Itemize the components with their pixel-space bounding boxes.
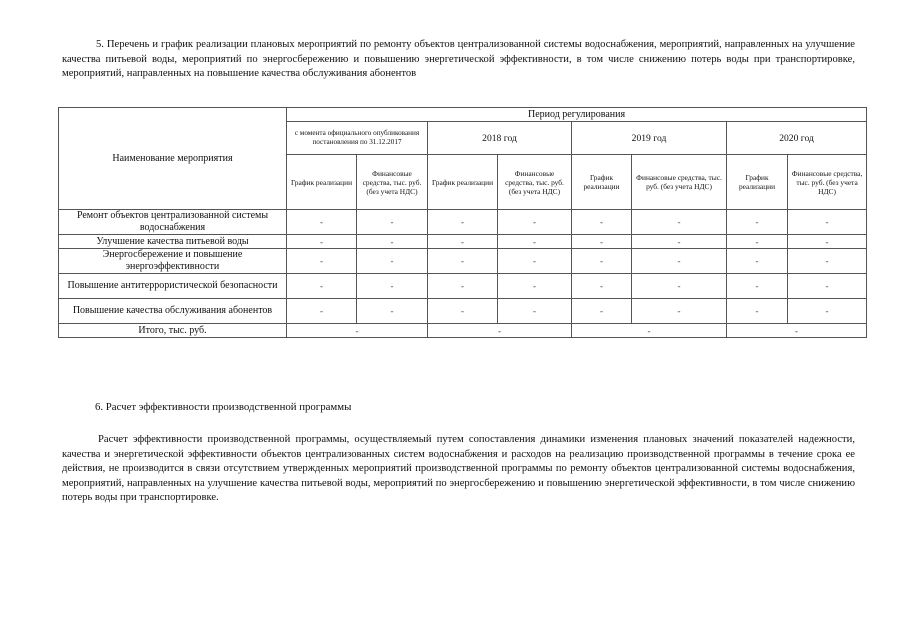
- table-cell: -: [727, 249, 788, 274]
- table-cell: -: [572, 274, 632, 299]
- table-row: [59, 210, 867, 235]
- table-cell: -: [357, 210, 428, 235]
- table-cell: -: [632, 249, 727, 274]
- table-cell: -: [727, 299, 788, 324]
- section5-intro: 5. Перечень и график реализации плановых мероприятий по ремонту объектов централизованной системы водоснабжения, мероприятий, направленных на улучшение качества питьевой воды, мероприятий по энергосбережению и повышению энергетической эффективности, в том числе снижению потерь воды при транспортировке, мероприятий, направленных на повышение качества обслуживания абонентов: [62, 39, 855, 80]
- table-cell: -: [788, 235, 867, 249]
- period-header: Период регулирования: [287, 108, 867, 122]
- table-cell: -: [632, 210, 727, 235]
- table-cell: -: [572, 249, 632, 274]
- table-row: [59, 274, 867, 299]
- table-cell: -: [788, 249, 867, 274]
- table-cell: -: [727, 274, 788, 299]
- row-label: Энергосбережение и повышение энергоэффективности: [59, 249, 287, 274]
- activities-table: [58, 107, 867, 338]
- table-cell: -: [498, 299, 572, 324]
- table-cell: -: [727, 210, 788, 235]
- table-total-row: [59, 324, 867, 338]
- table-cell: -: [428, 235, 498, 249]
- table-cell: -: [357, 235, 428, 249]
- row-label: Улучшение качества питьевой воды: [59, 235, 287, 249]
- subheader-schedule: График реализации: [727, 155, 788, 210]
- section6-body: Расчет эффективности производственной программы, осуществляемый путем сопоставления динамики изменения плановых значений показателей надежности, качества и энергетической эффективности объектов централизованных систем водоснабжения и расходов на реализацию производственной программы в течение срока ее действия, не производится в связи отсутствием утвержденных мероприятий производственной программы по ремонту объектов централизованной системы водоснабжения, мероприятий, направленных на улучшение качества питьевой воды, мероприятий по энергосбережению и повышению энергетической эффективности, в том числе снижению потерь воды при транспортировке.: [62, 434, 855, 504]
- subheader-schedule: График реализации: [572, 155, 632, 210]
- table-cell: -: [498, 249, 572, 274]
- period-2018: 2018 год: [428, 122, 572, 155]
- total-cell: -: [287, 324, 428, 338]
- table-row: [59, 235, 867, 249]
- row-label: Ремонт объектов централизованной системы водоснабжения: [59, 210, 287, 235]
- total-cell: -: [572, 324, 727, 338]
- subheader-finance: Финансовые средства, тыс. руб. (без учета НДС): [788, 155, 867, 210]
- period-2019: 2019 год: [572, 122, 727, 155]
- subheader-finance: Финансовые средства, тыс. руб. (без учета НДС): [632, 155, 727, 210]
- table-cell: -: [287, 210, 357, 235]
- table-cell: -: [357, 249, 428, 274]
- table-cell: -: [572, 299, 632, 324]
- table-cell: -: [632, 299, 727, 324]
- table-cell: -: [788, 299, 867, 324]
- table-cell: -: [428, 299, 498, 324]
- subheader-finance: Финансовые средства, тыс. руб. (без учета НДС): [498, 155, 572, 210]
- table-cell: -: [788, 210, 867, 235]
- period-2020: 2020 год: [727, 122, 867, 155]
- table-cell: -: [428, 274, 498, 299]
- row-label: Повышение качества обслуживания абонентов: [59, 299, 287, 324]
- table-cell: -: [287, 235, 357, 249]
- table-cell: -: [788, 274, 867, 299]
- table-cell: -: [287, 274, 357, 299]
- table-cell: -: [498, 235, 572, 249]
- table-cell: -: [428, 249, 498, 274]
- table-cell: -: [498, 210, 572, 235]
- total-cell: -: [727, 324, 867, 338]
- period-2017: с момента официального опубликования постановления по 31.12.2017: [287, 122, 428, 155]
- subheader-schedule: График реализации: [287, 155, 357, 210]
- subheader-finance: Финансовые средства, тыс. руб. (без учета НДС): [357, 155, 428, 210]
- table-cell: -: [357, 274, 428, 299]
- table-cell: -: [727, 235, 788, 249]
- section6-heading: 6. Расчет эффективности производственной программы: [95, 401, 352, 413]
- row-label: Повышение антитеррористической безопасности: [59, 274, 287, 299]
- name-column-header: Наименование мероприятия: [59, 108, 287, 210]
- table-row: [59, 299, 867, 324]
- table-cell: -: [498, 274, 572, 299]
- total-cell: -: [428, 324, 572, 338]
- table-cell: -: [572, 235, 632, 249]
- total-label: Итого, тыс. руб.: [59, 324, 287, 338]
- table-cell: -: [632, 235, 727, 249]
- table-cell: -: [357, 299, 428, 324]
- subheader-schedule: График реализации: [428, 155, 498, 210]
- table-row: [59, 249, 867, 274]
- table-cell: -: [572, 210, 632, 235]
- table-cell: -: [428, 210, 498, 235]
- table-cell: -: [287, 249, 357, 274]
- table-cell: -: [287, 299, 357, 324]
- table-cell: -: [632, 274, 727, 299]
